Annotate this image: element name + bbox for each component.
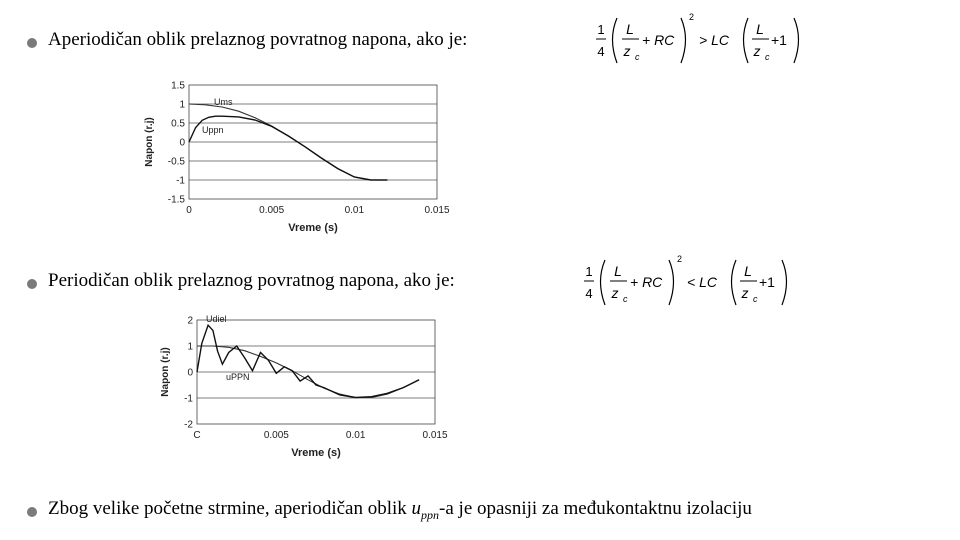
y-tick-label: -2: [184, 419, 193, 431]
bullet-text-periodic: Periodičan oblik prelaznog povratnog napona, ako je:: [48, 270, 455, 291]
y-tick-label: -1: [184, 393, 193, 405]
x-tick-label: 0.015: [424, 205, 450, 216]
formula-frac-num: L: [626, 21, 634, 37]
bullet-marker: [27, 279, 37, 289]
formula-frac-den: z: [623, 43, 631, 59]
conclusion-pre: Zbog velike početne strmine, aperiodičan oblik: [48, 498, 412, 519]
x-axis-label: Vreme (s): [288, 222, 338, 234]
y-tick-label: 0: [187, 367, 193, 379]
y-tick-label: 1.5: [171, 80, 185, 92]
formula-rhs-plus: +1: [759, 274, 775, 290]
formula-coef-num: 1: [597, 22, 605, 37]
y-tick-label: 1: [179, 99, 185, 111]
formula-relation: < LC: [687, 274, 717, 290]
formula-rhs-num: L: [744, 263, 752, 279]
formula-periodic-condition: [583, 250, 793, 312]
series-annotation: Ums: [214, 97, 233, 107]
y-tick-label: -0.5: [167, 156, 185, 168]
bullet-text-conclusion: [48, 498, 752, 523]
x-tick-label: 0.005: [259, 205, 285, 216]
chart-periodic: [148, 308, 460, 490]
formula-rhs-den-sub: c: [753, 294, 758, 304]
y-tick-label: -1: [176, 175, 185, 187]
bullet-text-aperiodic: Aperiodičan oblik prelaznog povratnog napona, ako je:: [48, 29, 468, 50]
y-tick-label: -1.5: [167, 194, 185, 206]
formula-relation: > LC: [699, 32, 729, 48]
formula-coef-den: 4: [585, 286, 593, 301]
formula-rhs-den-sub: c: [765, 52, 770, 62]
formula-frac-den-sub: c: [635, 52, 640, 62]
y-axis-label: Napon (r.j): [160, 347, 171, 397]
x-tick-label: 0.01: [344, 205, 365, 216]
formula-frac-num: L: [614, 263, 622, 279]
x-tick-label: 0: [186, 205, 192, 216]
conclusion-sub: ppn: [421, 507, 440, 522]
formula-plus-term: + RC: [642, 32, 675, 48]
formula-plus-term: + RC: [630, 274, 663, 290]
formula-exponent: 2: [689, 12, 695, 22]
formula-rhs-plus: +1: [771, 32, 787, 48]
x-tick-label: C: [193, 430, 201, 441]
y-tick-label: 0.5: [171, 118, 185, 130]
series-annotation: Udiel: [206, 314, 227, 324]
formula-frac-den-sub: c: [623, 294, 628, 304]
conclusion-var: u: [411, 498, 422, 519]
conclusion-post: -a je opasniji za međukontaktnu izolaciju: [439, 498, 752, 519]
bullet-marker: [27, 507, 37, 517]
formula-rhs-den: z: [741, 285, 749, 301]
series-annotation: Uppn: [202, 125, 224, 135]
series-annotation: uPPN: [226, 372, 250, 382]
formula-frac-den: z: [611, 285, 619, 301]
formula-exponent: 2: [677, 254, 683, 264]
y-tick-label: 1: [187, 341, 193, 353]
y-tick-label: 2: [187, 315, 193, 327]
series-line-uppn: [197, 325, 419, 397]
formula-coef-num: 1: [585, 264, 593, 279]
formula-aperiodic-condition: [595, 8, 805, 70]
formula-rhs-num: L: [756, 21, 764, 37]
y-axis-label: Napon (r.j): [144, 117, 155, 167]
formula-rhs-den: z: [753, 43, 761, 59]
x-tick-label: 0.005: [263, 430, 289, 441]
chart-aperiodic: [140, 75, 460, 250]
y-tick-label: 0: [179, 137, 185, 149]
bullet-marker: [27, 38, 37, 48]
formula-coef-den: 4: [597, 44, 605, 59]
x-tick-label: 0.015: [422, 430, 448, 441]
x-axis-label: Vreme (s): [291, 447, 341, 459]
x-tick-label: 0.01: [345, 430, 366, 441]
